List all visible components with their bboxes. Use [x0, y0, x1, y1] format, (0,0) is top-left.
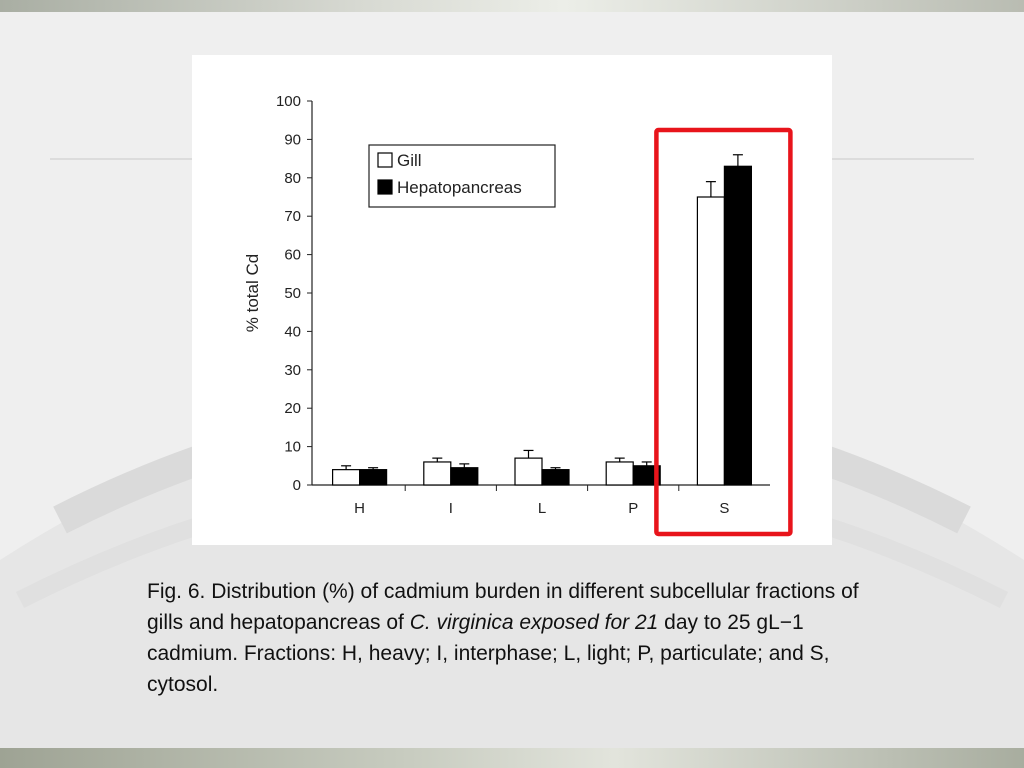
y-tick-label: 30: [284, 361, 301, 379]
figure-caption: [147, 576, 887, 700]
y-axis-label: % total Cd: [243, 253, 262, 333]
y-tick-label: 0: [292, 477, 301, 494]
legend-label-gill: Gill: [397, 151, 422, 170]
caption-text-2: day to 25 gL−1 cadmium. Fractions: H, heavy; I, interphase; L, light; P, particulate; and S, cytosol.: [147, 611, 830, 696]
y-tick-label: 50: [284, 285, 301, 302]
bar-gill-S: [697, 197, 724, 485]
y-tick-label: 70: [284, 208, 301, 226]
bar-gill-P: [606, 462, 633, 485]
x-tick-label: I: [448, 500, 453, 517]
x-tick-label: P: [628, 500, 639, 517]
legend-swatch-hepatopancreas: [378, 180, 392, 194]
y-tick-label: 90: [284, 131, 301, 149]
y-tick-label: 20: [284, 400, 301, 418]
legend-swatch-gill: [378, 153, 392, 167]
bar-hepatopancreas-I: [451, 468, 478, 485]
bar-hepatopancreas-H: [360, 470, 387, 485]
y-tick-label: 10: [284, 438, 301, 456]
y-tick-label: 80: [284, 169, 301, 187]
caption-text-1: Fig. 6. Distribution (%) of cadmium burden in different subcellular fractions of gills and hepatopancreas of: [147, 580, 859, 634]
x-tick-label: S: [719, 500, 730, 517]
decor-line-left: [50, 158, 192, 160]
bar-hepatopancreas-S: [724, 166, 751, 485]
bar-chart: [192, 55, 832, 545]
bottom-decor-band: [0, 748, 1024, 768]
decor-line-right: [832, 158, 974, 160]
x-tick-label: H: [354, 500, 366, 517]
y-tick-label: 40: [284, 323, 301, 341]
bar-gill-L: [515, 458, 542, 485]
bar-gill-H: [333, 470, 360, 485]
x-tick-label: L: [537, 500, 547, 517]
bar-gill-I: [424, 462, 451, 485]
legend-label-hepatopancreas: Hepatopancreas: [397, 178, 522, 197]
y-tick-label: 60: [284, 246, 301, 264]
figure-panel: [192, 55, 832, 545]
bar-hepatopancreas-L: [542, 470, 569, 485]
caption-italic: C. virginica exposed for 21: [409, 611, 659, 634]
y-tick-label: 100: [275, 93, 301, 110]
